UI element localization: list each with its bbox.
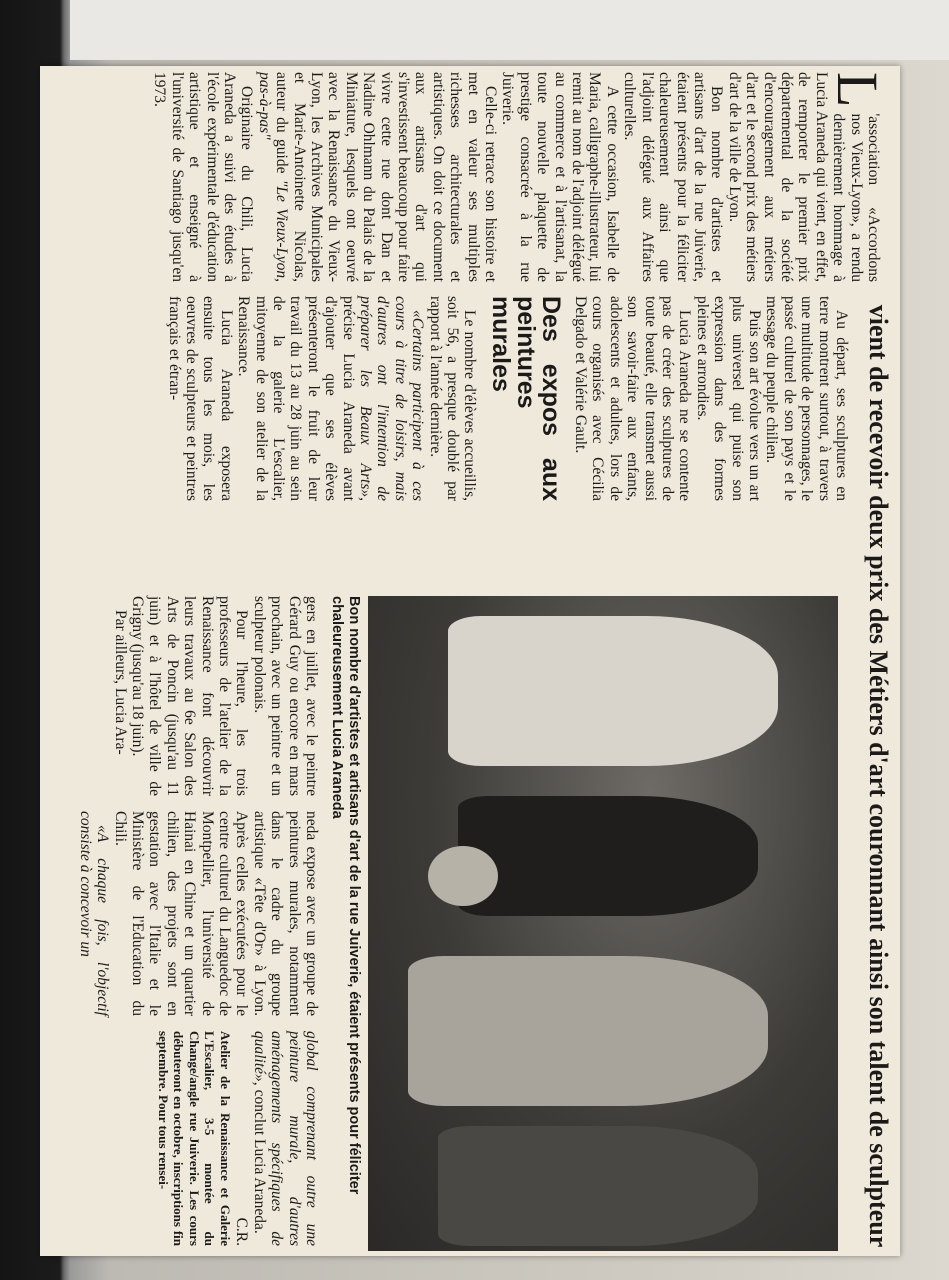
article-column-1	[151, 72, 890, 282]
sculpture	[428, 846, 498, 906]
headline: vient de recevoir deux prix des Métiers d'art couronnant ainsi son talent de sculpteur	[864, 304, 893, 1248]
paragraph: Par ailleurs, Lucia Ara-	[111, 610, 129, 755]
quote: global comprenant outre une peinture murale, d'autres aménagements spécifiques de qualité»,	[250, 1031, 320, 1246]
person-figure	[458, 796, 758, 916]
paragraph: Puis son art évolue vers un art plus universel qui puise son expression dans des formes pleines et arrondies.	[693, 296, 763, 501]
paragraph: précise Lucia Araneda avant d'ajouter que ses élèves présenteront le fruit de leur travail du 13 au 28 juin au sein de la galerie L'escalier, mitoyenne de son atelier de la Renaissance.	[235, 296, 357, 501]
paragraph: neda expose avec un groupe de peintures murales, notamment dans le cadre du groupe artistique «Tête d'Or» à Lyon. Après celles exécutées pour le centre culturel du Languedoc de Montpellier, l'université de Hainai en Chine et un quartier chilien, des projets sont en gestation avec l'Italie et le Ministère de l'Education du Chili.	[111, 811, 320, 1016]
person-figure	[408, 956, 768, 1106]
article-column-2	[165, 296, 850, 501]
paragraph: Lucia Araneda exposera ensuite tous les mois, les oeuvres de sculpteurs et peintres français et étran-	[165, 296, 235, 501]
paragraph: Le nombre d'élèves accueillis, soit 56, a presque doublé par rapport à l'année dernière.	[426, 296, 479, 501]
person-figure	[438, 1126, 758, 1246]
paragraph: 'association «Accordons nos Vieux-Lyon», a rendu dernièrement hommage à Lucia Araneda qui vient, en effet, de remporter le premier prix départemental de la société d'encouragement aux métiers d'art et le second prix des métiers d'art de la ville de Lyon.	[725, 72, 882, 282]
guide-title: "Le Vieux-Lyon, pas-à-pas"	[255, 72, 291, 282]
quote: «Certains participent à ces cours à titre de loisirs, mais d'autres ont l'intention de préparer les Beaux Arts»,	[357, 296, 427, 501]
subheading: Des expos aux peintures murales	[487, 296, 566, 501]
person-figure	[448, 616, 778, 766]
paragraph: Bon nombre d'artistes et artisans d'art de la rue Juiverie, étaient présents pour la féliciter chaleureusement ainsi que l'adjoint délégué aux Affaires culturelles.	[621, 72, 726, 282]
practical-info: Atelier de la Renaissance et Galerie L'Escalier, 3-5 montée du Change/angle rue Juiverie. Les cours débuteront en octobre, inscriptions fin septembre. Pour tous rensei-	[155, 1031, 233, 1246]
paragraph: Lucia Araneda ne se contente pas de créer des sculptures de toute beauté, elle transmet aussi son savoir-faire aux enfants, adolescents et adultes, lors de cours organisés avec Cécilia Delgado et Valérie Gault.	[571, 296, 694, 501]
paragraph: Au départ, ses sculptures en terre montrent surtout, à travers une multitude de personnages, le passé culturel de son pays et le message du peuple chilien.	[763, 296, 850, 501]
paragraph: A cette occasion, Isabelle de Maria, calligraphe-illustrateur, lui remit au nom de l'adjoint délégué au commerce et à l'artisanat, la toute nouvelle plaquette de prestige consacrée à la rue Juiverie.	[499, 72, 621, 282]
paragraph: Celle-ci retrace son histoire et met en valeur ses multiples richesses architecturales et artistiques. On doit ce document aux artisans d'art qui s'investissent beaucoup pour faire vivre cette rue dont Dan et Nadine Ohlmann du Palais de la Miniature, lesquels ont oeuvré avec la Renaissance du Vieux-Lyon, les Archives Municipales et Marie-Antoinette Nicolas, auteur du guide	[273, 72, 500, 282]
paragraph: Originaire du Chili, Lucia Araneda a suivi des études à l'école expérimentale d'éducation artistique et enseigné à l'université de Santiago jusqu'en 1973.	[151, 72, 256, 282]
paragraph: Pour l'heure, les trois professeurs de l'atelier de la Renaissance font découvrir leurs travaux au 6e Salon des Arts de Poncin (jusqu'au 11 juin) et à l'hôtel de ville de Grigny (jusqu'au 18 juin).	[128, 596, 251, 796]
signature: C.R.	[233, 1217, 251, 1246]
quote: «A chaque fois, l'objectif consiste à concevoir un	[76, 811, 112, 1016]
article-column-4	[76, 811, 320, 1016]
paper-backing	[70, 0, 949, 60]
article-column-3	[111, 596, 320, 796]
newspaper-clipping	[40, 66, 900, 1256]
article-column-5	[155, 1031, 320, 1246]
paragraph: conclut Lucia Araneda.	[250, 1089, 268, 1234]
drop-cap: L	[825, 72, 890, 108]
event-photo	[368, 596, 838, 1251]
photo-caption: Bon nombre d'artistes et artisans d'art de la rue Juiverie, étaient présents pour féliciter chaleureusement Lucia Araneda	[329, 596, 362, 1195]
paragraph: gers en juillet, avec le peintre Gérard Guy ou encore en mars prochain, avec un peintre et un sculpteur polonais.	[250, 596, 320, 796]
